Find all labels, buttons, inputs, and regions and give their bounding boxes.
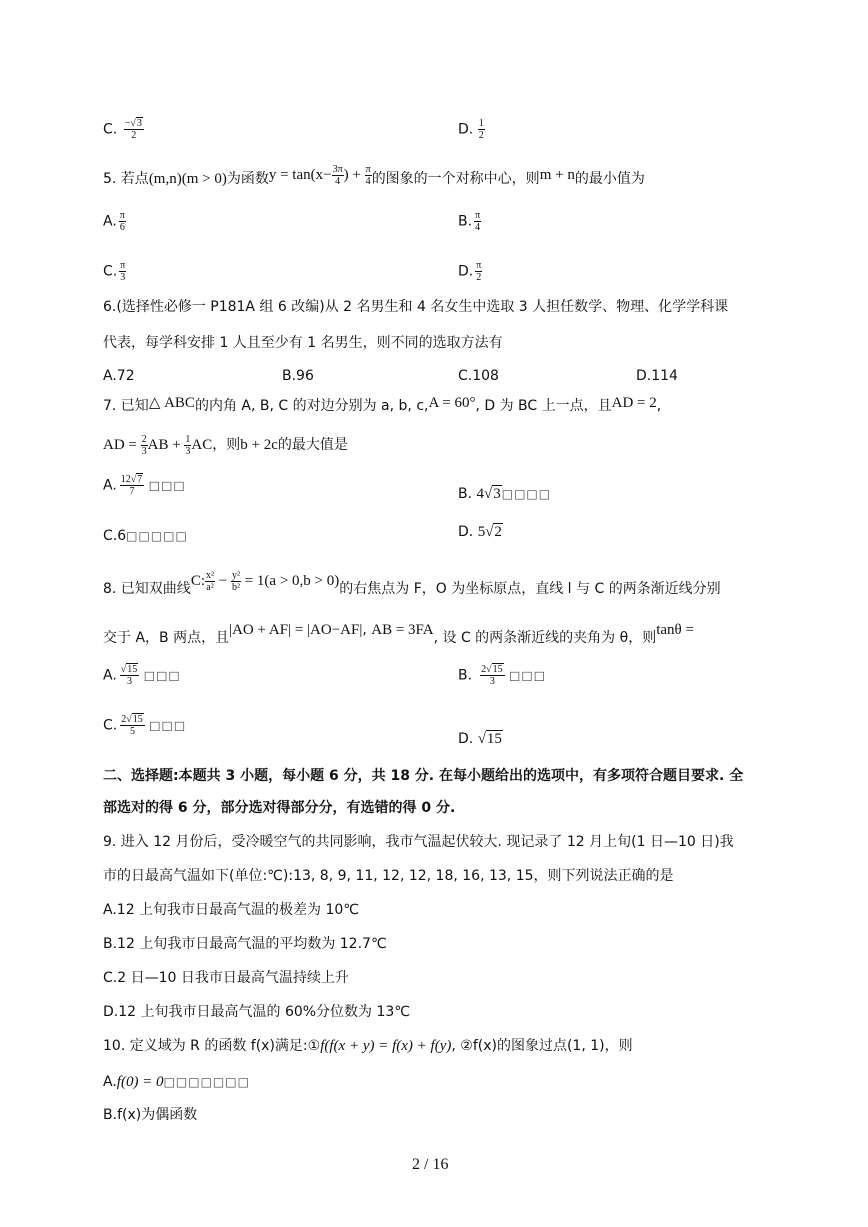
q7-text-3: , D 为 BC 上一点，且: [475, 398, 612, 414]
section-2-line-2: 部选对的得 6 分，部分选对得部分分，有选错的得 0 分.: [103, 800, 456, 816]
q8-stem-line-2: [103, 620, 694, 646]
q9-option-c: C.2 日—10 日我市日最高气温持续上升: [103, 970, 349, 986]
q8-text-2: 的右焦点为 F，O 为坐标原点，直线 l 与 C 的两条渐近线分别: [339, 580, 721, 597]
q7-option-a: A. $\frac{12√7}{7}$ □□□: [103, 474, 186, 497]
q8-text-3: 交于 A，B 两点，且: [103, 630, 230, 646]
q8-condition-1: |AO + AF| = |AO−AF|: [229, 622, 363, 638]
q5-function: y = tan(x− $\frac{3\pi}{4}$ ) + $\frac{\pi}{4}$: [268, 164, 371, 187]
q4-option-d-value: $\frac{1}{2}$: [478, 118, 484, 141]
section-2-line-1: 二、选择题:本题共 3 小题，每小题 6 分，共 18 分. 在每小题给出的选项中，有多项符合题目要求. 全: [103, 768, 744, 784]
q6-option-c: C.108: [458, 368, 499, 384]
q10-circle-1: ①: [307, 1038, 321, 1054]
q6-line-2: 代表，每学科安排 1 人且至少有 1 名男生，则不同的选取方法有: [103, 335, 503, 351]
q10-option-b: [103, 1105, 197, 1125]
q7-text-1: 7. 已知: [103, 398, 149, 414]
q6-option-a: A.72: [103, 368, 135, 384]
q8-ask: tanθ =: [656, 622, 694, 638]
q8-option-c: C. $\frac{2√15}{5}$ □□□: [103, 714, 187, 737]
q7-stem-line-2: [103, 434, 348, 457]
option-label: C.: [103, 121, 118, 138]
q10-equation: f(f(x + y) = f(x) + f(y): [320, 1038, 452, 1054]
q9-option-d: D.12 上旬我市日最高气温的 60%分位数为 13℃: [103, 1004, 411, 1020]
q8-text-1: 8. 已知双曲线: [103, 580, 191, 597]
q7-ad: AD = 2: [611, 395, 657, 411]
q10-comma: ,: [451, 1038, 456, 1054]
q5-option-a: A. $\frac{\pi}{6}$: [103, 210, 125, 233]
q7-text-4: ，则: [212, 436, 241, 453]
q7-expr: b + 2c: [240, 436, 278, 453]
q8-condition-2: AB = 3FA: [371, 622, 434, 638]
q10-circle-2: ②: [460, 1038, 473, 1054]
option-label: B.: [103, 1107, 118, 1123]
q7-vector-equation: AD = $\frac{2}{3}$ AB + $\frac{1}{3}$ AC: [103, 434, 213, 457]
q4-option-d: [458, 118, 485, 141]
q5-text-4: 的最小值为: [574, 170, 645, 187]
q10-option-a: A.f(0) = 0□□□□□□□: [103, 1074, 250, 1090]
q4-option-c: [103, 118, 144, 141]
q7-triangle: △ ABC: [148, 395, 195, 411]
q8-option-b: B. $\frac{2√15}{3}$ □□□: [458, 664, 547, 687]
q5-text-2: 为函数: [226, 170, 269, 187]
q4-option-c-value: $\frac{-√3}{2}$: [124, 118, 142, 141]
q5-option-b: B. $\frac{\pi}{4}$: [458, 210, 481, 233]
q5-option-d: D. $\frac{\pi}{2}$: [458, 260, 482, 283]
q7-option-c: C.6□□□□□: [103, 528, 188, 544]
q7-option-d: D. 5√2: [458, 524, 502, 540]
q8-option-a: A. $\frac{√15}{3}$ □□□: [103, 664, 181, 687]
placeholder-boxes: □□□: [148, 478, 186, 493]
q10-text-1: 10. 定义域为 R 的函数 f(x)满足:: [103, 1038, 308, 1054]
q5-text-1: 5. 若点: [103, 170, 149, 187]
q8-curve: C: $\frac{\text{x²}}{\text{a²}}$ − $\frac{\text{y²}}{\text{b²}}$ = 1(a > 0,b > 0): [190, 570, 340, 593]
q5-option-c: C. $\frac{\pi}{3}$: [103, 260, 126, 283]
q10-option-b-value: f(x)为偶函数: [117, 1107, 198, 1123]
page-number: 2 / 16: [412, 1156, 449, 1173]
q6-line-1: 6.(选择性必修一 P181A 组 6 改编)从 2 名男生和 4 名女生中选取 3 人担任数学、物理、化学学科课: [103, 299, 729, 315]
q9-line-2: 市的日最高气温如下(单位:℃):13, 8, 9, 11, 12, 12, 18, 16, 13, 15，则下列说法正确的是: [103, 868, 674, 884]
q5-text-3: 的图象的一个对称中心，则: [371, 170, 540, 187]
q8-option-d: D. √15: [458, 731, 502, 747]
q10-stem: [103, 1036, 633, 1056]
q9-option-b: B.12 上旬我市日最高气温的平均数为 12.7℃: [103, 936, 387, 952]
q7-option-b: B. 4√3□□□□: [458, 486, 552, 502]
q9-option-a: A.12 上旬我市日最高气温的极差为 10℃: [103, 902, 360, 918]
q7-angle: A = 60°: [428, 395, 476, 411]
q5-stem: [103, 164, 645, 191]
q7-stem-line-1: [103, 396, 661, 416]
q7-text-2: 的内角 A, B, C 的对边分别为 a, b, c,: [194, 398, 429, 414]
q5-expr: m + n: [539, 166, 575, 183]
q8-comma: ,: [362, 622, 367, 638]
q8-text-4: , 设 C 的两条渐近线的夹角为 θ，则: [433, 630, 657, 646]
q6-option-b: B.96: [282, 368, 314, 384]
option-label: A.: [103, 1074, 117, 1090]
q10-condition-2: f(x)的图象过点(1, 1)，则: [472, 1038, 633, 1054]
q8-stem-line-1: [103, 570, 721, 597]
q7-comma: ,: [656, 398, 662, 414]
option-label: D.: [458, 121, 474, 138]
q6-option-d: D.114: [636, 368, 678, 384]
q5-point: (m,n)(m > 0): [148, 170, 227, 187]
q7-text-5: 的最大值是: [277, 436, 348, 453]
q10-option-a-value: f(0) = 0: [116, 1074, 164, 1090]
q9-line-1: 9. 进入 12 月份后，受冷暖空气的共同影响，我市气温起伏较大. 现记录了 12 月上旬(1 日—10 日)我: [103, 834, 734, 850]
